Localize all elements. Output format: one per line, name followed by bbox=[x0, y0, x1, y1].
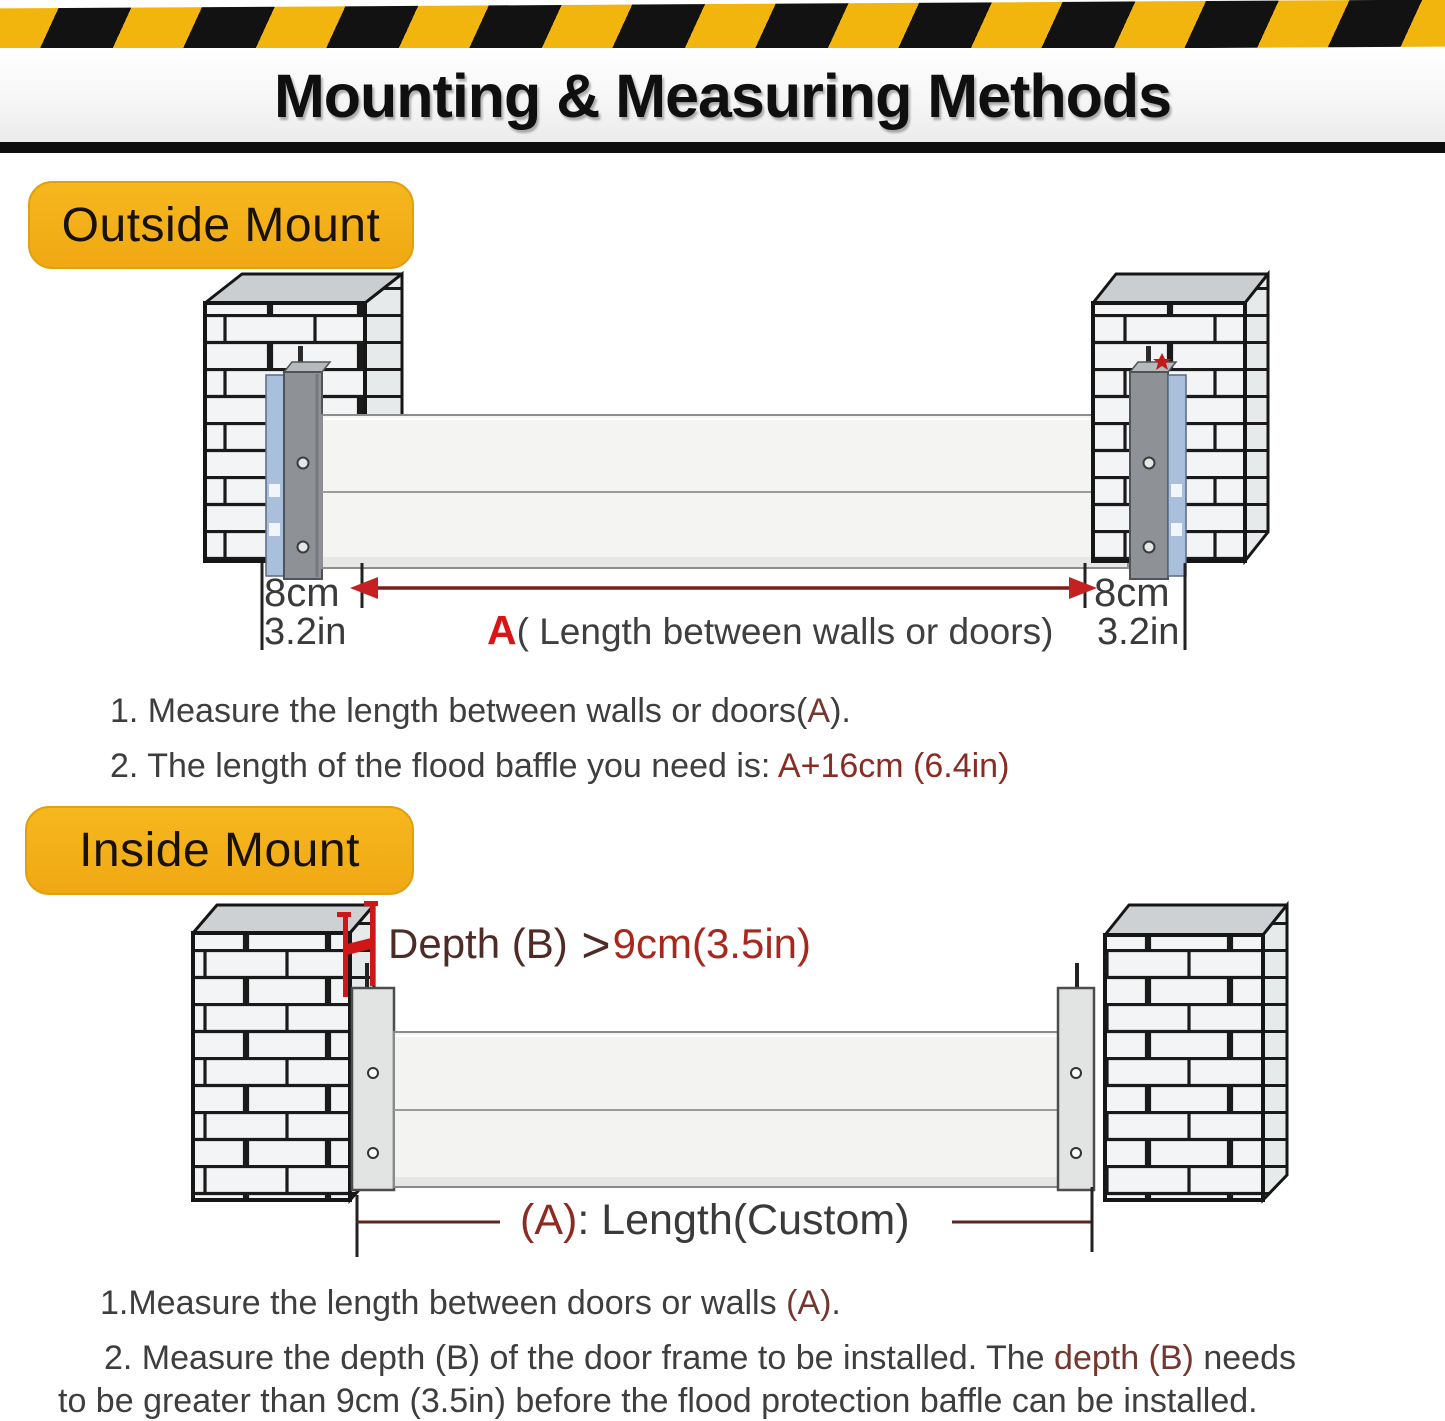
page-title: Mounting & Measuring Methods bbox=[273, 61, 1172, 130]
depth-b-label bbox=[388, 917, 812, 973]
inside-mount-steps bbox=[58, 1284, 1296, 1421]
arrow-head-right-icon bbox=[1069, 577, 1097, 599]
flood-barrier-panels bbox=[322, 415, 1128, 568]
length-a-label bbox=[487, 607, 1053, 654]
length-a-caption: ( Length between walls or doors) bbox=[516, 611, 1054, 652]
outside-mount-badge bbox=[28, 181, 414, 269]
screw-icon bbox=[1071, 1068, 1081, 1078]
inside-step-2: 2. Measure the depth (B) of the door frame to be installed. The depth (B) needs bbox=[104, 1339, 1296, 1377]
arrow-head-left-icon bbox=[350, 577, 378, 599]
left-gap-inch: 3.2in bbox=[264, 611, 347, 653]
flood-barrier-panels bbox=[394, 1032, 1062, 1187]
screw-icon bbox=[298, 458, 309, 469]
length-custom-caption: : Length(Custom) bbox=[577, 1196, 910, 1244]
outside-step-2: 2. The length of the flood baffle you need is: A+16cm (6.4in) bbox=[110, 747, 1010, 785]
screw-icon bbox=[1071, 1148, 1081, 1158]
screw-icon bbox=[368, 1068, 378, 1078]
mount-channel-left bbox=[352, 963, 394, 1190]
mount-channel-right bbox=[1058, 963, 1094, 1190]
right-gap-cm: 8cm bbox=[1094, 571, 1170, 615]
depth-b-text: Depth (B) bbox=[388, 920, 580, 967]
length-custom-label bbox=[520, 1196, 910, 1245]
outside-mount-badge-label: Outside Mount bbox=[61, 198, 381, 252]
mount-channel-right bbox=[1130, 346, 1186, 579]
length-a-ref: (A) bbox=[520, 1196, 578, 1244]
screw-icon bbox=[1144, 458, 1155, 469]
screw-icon bbox=[368, 1148, 378, 1158]
screw-icon bbox=[298, 542, 309, 553]
header-divider bbox=[0, 142, 1445, 153]
greater-than-sign: > bbox=[581, 917, 611, 973]
left-gap-cm: 8cm bbox=[264, 571, 340, 615]
title-band bbox=[0, 48, 1445, 143]
outside-mount-steps bbox=[110, 692, 1009, 802]
mount-channel-left bbox=[266, 346, 330, 579]
inside-step-1: 1.Measure the length between doors or walls (A). bbox=[100, 1284, 841, 1322]
inside-mount-badge bbox=[25, 806, 414, 895]
depth-b-value: 9cm(3.5in) bbox=[612, 920, 812, 967]
inside-mount-badge-label: Inside Mount bbox=[79, 824, 360, 877]
brick-pillar-right bbox=[1105, 905, 1287, 1200]
screw-icon bbox=[1144, 542, 1155, 553]
inside-step-2-cont: to be greater than 9cm (3.5in) before the flood protection baffle can be installed. bbox=[58, 1382, 1258, 1420]
right-gap-inch: 3.2in bbox=[1097, 611, 1180, 653]
outside-step-1: 1. Measure the length between walls or doors(A). bbox=[110, 692, 851, 730]
length-a-letter: A bbox=[487, 607, 517, 653]
